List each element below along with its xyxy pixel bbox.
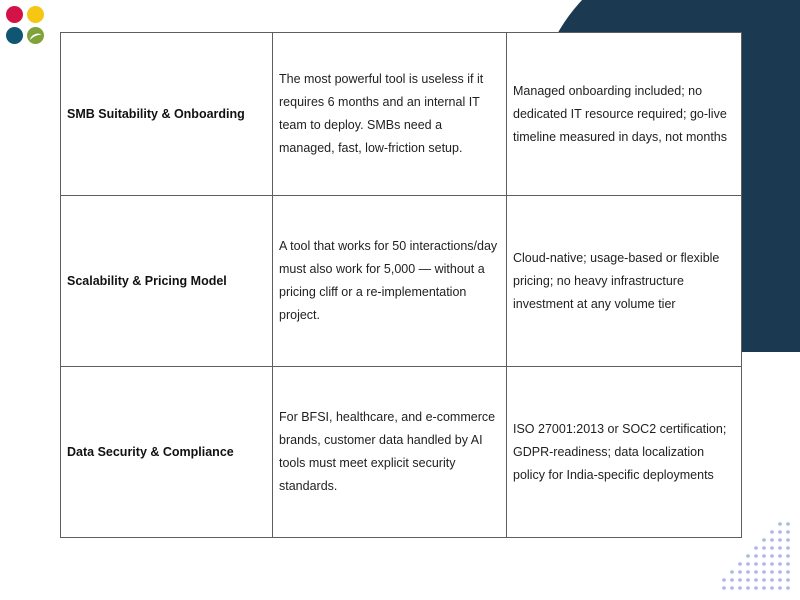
logo-red-dot	[6, 6, 23, 23]
pattern-dot	[762, 538, 766, 542]
pattern-dot	[786, 522, 790, 526]
criterion-cell: SMB Suitability & Onboarding	[61, 33, 273, 196]
pattern-dot	[770, 570, 774, 574]
pattern-dot	[770, 538, 774, 542]
pattern-dot	[722, 578, 726, 582]
pattern-dot	[762, 562, 766, 566]
pattern-dot	[786, 562, 790, 566]
table-row	[61, 367, 742, 538]
pattern-dot	[778, 570, 782, 574]
pattern-dot	[786, 538, 790, 542]
four-dot-logo-icon	[6, 6, 48, 48]
what-to-look-for-cell: Managed onboarding included; no dedicated IT resource required; go-live timeline measured in days, not months	[507, 33, 742, 196]
pattern-dot	[754, 586, 758, 590]
pattern-dot	[730, 570, 734, 574]
pattern-dot	[786, 554, 790, 558]
what-to-look-for-cell: ISO 27001:2013 or SOC2 certification; GDPR-readiness; data localization policy for India-specific deployments	[507, 367, 742, 538]
pattern-dot	[770, 546, 774, 550]
pattern-dot	[770, 562, 774, 566]
criteria-table	[60, 32, 742, 538]
dot-grid-pattern-icon	[720, 520, 800, 600]
table-row	[61, 196, 742, 367]
pattern-dot	[738, 586, 742, 590]
pattern-dot	[770, 530, 774, 534]
criterion-cell: Data Security & Compliance	[61, 367, 273, 538]
table-row	[61, 33, 742, 196]
pattern-dot	[746, 570, 750, 574]
logo-green-dot	[27, 27, 44, 44]
pattern-dot	[754, 562, 758, 566]
pattern-dot	[746, 586, 750, 590]
pattern-dot	[738, 562, 742, 566]
pattern-dot	[778, 530, 782, 534]
pattern-dot	[738, 570, 742, 574]
why-it-matters-cell: For BFSI, healthcare, and e-commerce brands, customer data handled by AI tools must meet explicit security standards.	[273, 367, 507, 538]
pattern-dot	[778, 538, 782, 542]
pattern-dot	[778, 562, 782, 566]
pattern-dot	[778, 554, 782, 558]
pattern-dot	[786, 530, 790, 534]
pattern-dot	[762, 578, 766, 582]
pattern-dot	[778, 578, 782, 582]
pattern-dot	[786, 586, 790, 590]
pattern-dot	[786, 578, 790, 582]
pattern-dot	[746, 562, 750, 566]
pattern-dot	[746, 554, 750, 558]
pattern-dot	[770, 578, 774, 582]
pattern-dot	[754, 546, 758, 550]
pattern-dot	[730, 586, 734, 590]
pattern-dot	[722, 586, 726, 590]
pattern-dot	[770, 586, 774, 590]
pattern-dot	[762, 546, 766, 550]
why-it-matters-cell: A tool that works for 50 interactions/day must also work for 5,000 — without a pricing cliff or a re-implementation project.	[273, 196, 507, 367]
what-to-look-for-cell: Cloud-native; usage-based or flexible pricing; no heavy infrastructure investment at any volume tier	[507, 196, 742, 367]
pattern-dot	[770, 554, 774, 558]
pattern-dot	[754, 554, 758, 558]
pattern-dot	[762, 586, 766, 590]
logo-teal-dot	[6, 27, 23, 44]
pattern-dot	[730, 578, 734, 582]
pattern-dot	[746, 578, 750, 582]
logo-yellow-dot	[27, 6, 44, 23]
pattern-dot	[754, 578, 758, 582]
pattern-dot	[762, 554, 766, 558]
why-it-matters-cell: The most powerful tool is useless if it requires 6 months and an internal IT team to deploy. SMBs need a managed, fast, low-friction setup.	[273, 33, 507, 196]
criterion-cell: Scalability & Pricing Model	[61, 196, 273, 367]
pattern-dot	[778, 546, 782, 550]
pattern-dot	[762, 570, 766, 574]
pattern-dot	[754, 570, 758, 574]
pattern-dot	[786, 546, 790, 550]
pattern-dot	[786, 570, 790, 574]
pattern-dot	[738, 578, 742, 582]
pattern-dot	[778, 586, 782, 590]
pattern-dot	[778, 522, 782, 526]
